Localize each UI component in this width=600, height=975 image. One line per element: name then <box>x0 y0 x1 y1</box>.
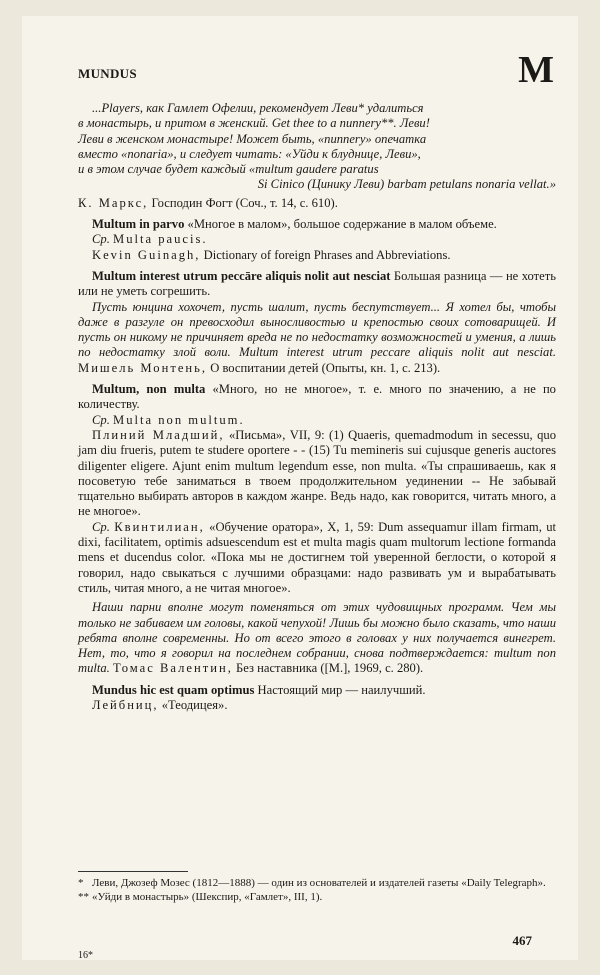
section-letter: M <box>518 49 554 91</box>
attribution-source: Без наставника ([М.], 1969, с. 280). <box>236 661 424 676</box>
reference <box>78 248 556 263</box>
footnote-text: «Уйди в монастырь» (Шекспир, «Гамлет», III, 1). <box>92 891 323 903</box>
running-head: MUNDUS <box>78 66 137 81</box>
footnotes <box>78 871 556 904</box>
footnote-mark: ** <box>78 891 89 903</box>
attribution-source: Господин Фогт (Соч., т. 14, с. 610). <box>151 195 338 210</box>
cf-term: Multa paucis. <box>113 232 208 247</box>
entry-text <box>78 217 556 232</box>
quote-line: и в этом случае будет каждый «multum gaudere paratus <box>78 162 379 177</box>
footnote <box>78 890 556 904</box>
entry-text <box>78 683 556 698</box>
attribution <box>78 698 556 713</box>
quote-line: в монастырь, и притом в женский. Get thee to a nunnery**. Леви! <box>78 116 430 131</box>
entry-multum-in-parvo <box>78 217 556 263</box>
entry-definition: «Много, но не многое», т. е. много по значению, а не по количеству. <box>78 382 556 412</box>
entry-definition: Настоящий мир — наилучший. <box>257 682 426 697</box>
citation-text: «Обучение оратора», X, 1, 59: Dum assequamur illam firmam, ut dixi, facilitatem, optimis adsuescendum est et multa magis quam multorum lectione formanda mens et ducendus color. «Пока мы не достигнем той уверенной беглости, о которой я говорил, надо свыкаться с лучшими образцами: надо развивать ум и вырабатывать стиль, читая много, а не читая многое». <box>78 519 557 595</box>
attribution-author: К. Маркс, <box>78 195 149 210</box>
entry-term: Multum interest utrum peccāre aliquis nolit aut nesciat <box>92 268 391 283</box>
footnote-text: Леви, Джозеф Мозес (1812—1888) — один из основателей и издателей газеты «Daily Telegraph». <box>92 877 546 889</box>
entry-term: Mundus hic est quam optimus <box>92 682 255 697</box>
cf-label: Ср. <box>92 232 110 247</box>
quintilian-citation <box>78 520 556 596</box>
entry-definition: Большая разница — не хотеть или не уметь согрешить. <box>78 268 556 299</box>
book-page <box>22 16 578 960</box>
attribution-author: Томас Валентин, <box>113 661 233 676</box>
cross-reference <box>78 232 556 247</box>
marx-quote <box>78 101 556 211</box>
quote-line: ...Players, как Гамлет Офелии, рекомендует Леви* удалиться <box>92 101 424 115</box>
quote-attribution <box>78 196 556 211</box>
attribution-source: «Теодицея». <box>161 697 228 712</box>
entry-multum-interest <box>78 269 556 376</box>
quote-line: вместо «nonaria», и следует читать: «Уйди к блуднице, Леви», <box>78 146 421 161</box>
entry-definition: «Многое в малом», большое содержание в малом объеме. <box>187 217 497 232</box>
quote-closing: Si Cinico (Цинику Леви) barbam petulans nonaria vellat.» <box>257 177 556 192</box>
footnote <box>78 876 556 890</box>
cf-label: Ср. <box>92 519 110 534</box>
entry-term: Multum, non multa <box>92 382 206 397</box>
attribution-author: Лейбниц, <box>92 697 159 712</box>
attribution-source: О воспитании детей (Опыты, кн. 1, с. 213). <box>210 360 441 375</box>
montaigne-quote <box>78 300 556 376</box>
cross-reference <box>78 413 556 428</box>
printer-signature: 16* <box>78 950 93 961</box>
cf-term: Multa non multum. <box>113 412 245 427</box>
quote-text: Наши парни вполне могут поменяться от этих чудовищных программ. Чем мы только не забиваем им головы, какой чепухой! Лишь бы можно было сказать, что наши ребята вполне современны. Но от всего этого в головах у них получается винегрет. Нет, то, что я говорил на последнем собрании, снова подтверждается: multum non multa. <box>78 600 556 676</box>
entry-mundus-hic <box>78 683 556 714</box>
quote-text: Пусть юнцина хохочет, пусть шалит, пусть беспутствует... Я хотел бы, чтобы даже в разгуле он превосходил выносливостью и крепостью своих сотоварищей. И пусть он никому не причиняет вреда не по недостатку возможностей и умения, а лишь по недостатку злой воли. Multum interest utrum peccare aliquis nolit aut nesciat. <box>78 299 556 360</box>
attribution-author: Мишель Монтень, <box>78 360 208 375</box>
page-body <box>78 56 556 713</box>
valentin-quote <box>78 600 556 676</box>
citation-author: Квинтилиан, <box>114 519 205 534</box>
entry-multum-non-multa <box>78 382 556 677</box>
footnote-mark: * <box>78 877 84 889</box>
entry-term: Multum in parvo <box>92 217 185 232</box>
reference-author: Kevin Guinagh, <box>92 247 201 262</box>
pliny-citation <box>78 428 556 520</box>
quote-line: Леви в женском монастыре! Может быть, «nunnery» опечатка <box>78 131 427 146</box>
footnote-rule <box>78 871 188 872</box>
page-number: 467 <box>512 933 532 948</box>
citation-text: «Письма», VII, 9: (1) Quaeris, quemadmodum in secessu, quo jam diu frueris, putem te studere oportere - - (15) Tu memineris sui cujusque generis auctores diligenter eligere. Ajunt enim multum legendum esse, non multa. «Ты спрашиваешь, как я посоветую тебе заниматься в твоем продолжительном уединении -- Не забывай тщательно выбирать авторов в каждом жанре. Ведь надо, как говорится, читать много, а не многое». <box>78 427 557 519</box>
entry-text <box>78 269 556 300</box>
cf-label: Ср. <box>92 412 110 427</box>
reference-title: Dictionary of foreign Phrases and Abbreviations. <box>203 247 451 262</box>
citation-author: Плиний Младший, <box>92 427 225 442</box>
entry-text <box>78 382 556 413</box>
